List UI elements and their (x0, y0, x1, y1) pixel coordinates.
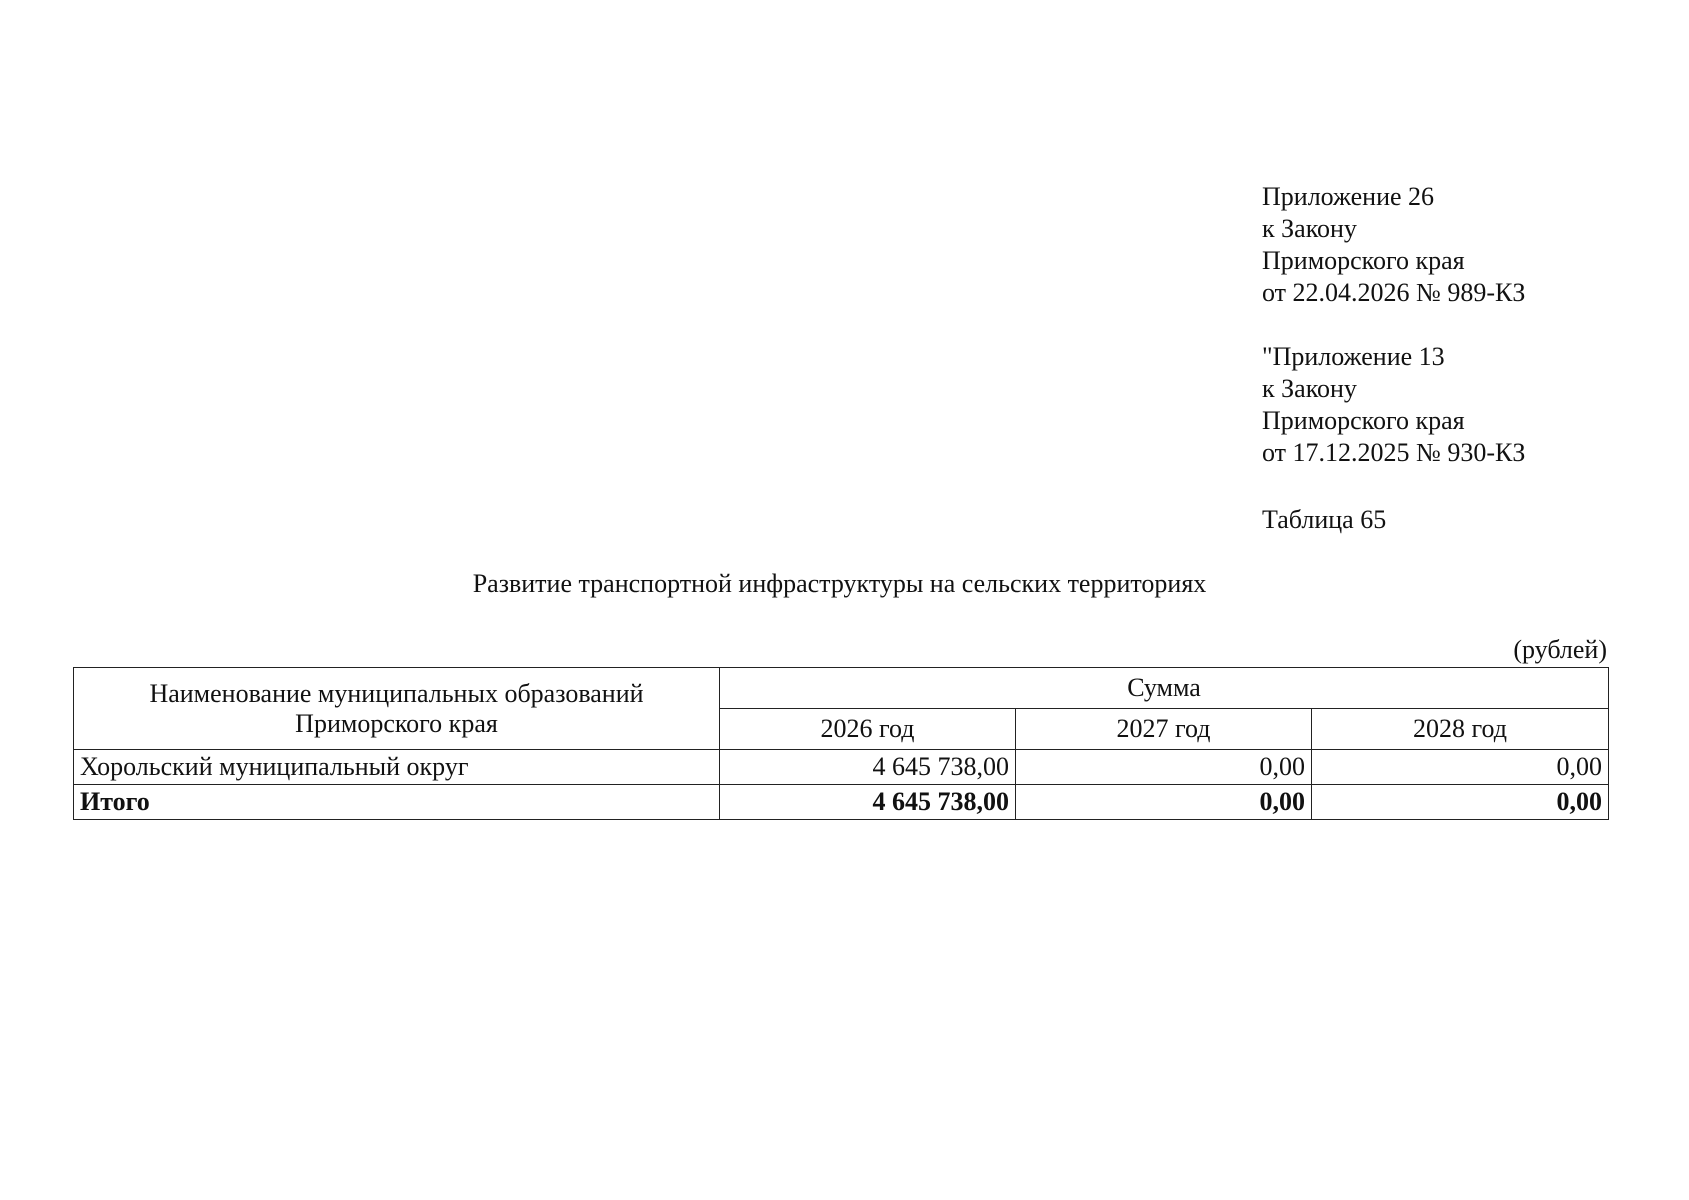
annex-line: к Закону (1262, 214, 1357, 243)
amount-cell: 4 645 738,00 (720, 750, 1016, 785)
total-amount-cell: 0,00 (1016, 785, 1312, 820)
total-row (74, 785, 1609, 820)
table-row (74, 750, 1609, 785)
budget-table (73, 667, 1609, 820)
column-header-year: 2027 год (1016, 709, 1312, 750)
annex-line: Приложение 26 (1262, 182, 1435, 211)
total-amount-cell: 0,00 (1312, 785, 1609, 820)
annex-line: "Приложение 13 (1262, 342, 1445, 371)
annex-line: от 22.04.2026 № 989-КЗ (1262, 278, 1526, 307)
annex-reference (1262, 181, 1525, 469)
municipality-name-cell: Хорольский муниципальный округ (74, 750, 720, 785)
column-header-year: 2026 год (720, 709, 1016, 750)
column-header-year: 2028 год (1312, 709, 1609, 750)
total-label-cell: Итого (74, 785, 720, 820)
annex-line: Приморского края (1262, 246, 1465, 275)
annex-line: к Закону (1262, 374, 1357, 403)
amount-cell: 0,00 (1016, 750, 1312, 785)
column-header-municipality: Наименование муниципальных образований Приморского края (74, 668, 720, 750)
column-header-sum: Сумма (720, 668, 1609, 709)
annex-line: от 17.12.2025 № 930-КЗ (1262, 438, 1526, 467)
annex-line: Приморского края (1262, 406, 1465, 435)
amount-cell: 0,00 (1312, 750, 1609, 785)
total-amount-cell: 4 645 738,00 (720, 785, 1016, 820)
units-label: (рублей) (1513, 635, 1607, 664)
table-number-label: Таблица 65 (1262, 505, 1387, 534)
document-title (0, 568, 1689, 600)
document-title-text: Развитие транспортной инфраструктуры на сельских территориях (472, 569, 1207, 598)
